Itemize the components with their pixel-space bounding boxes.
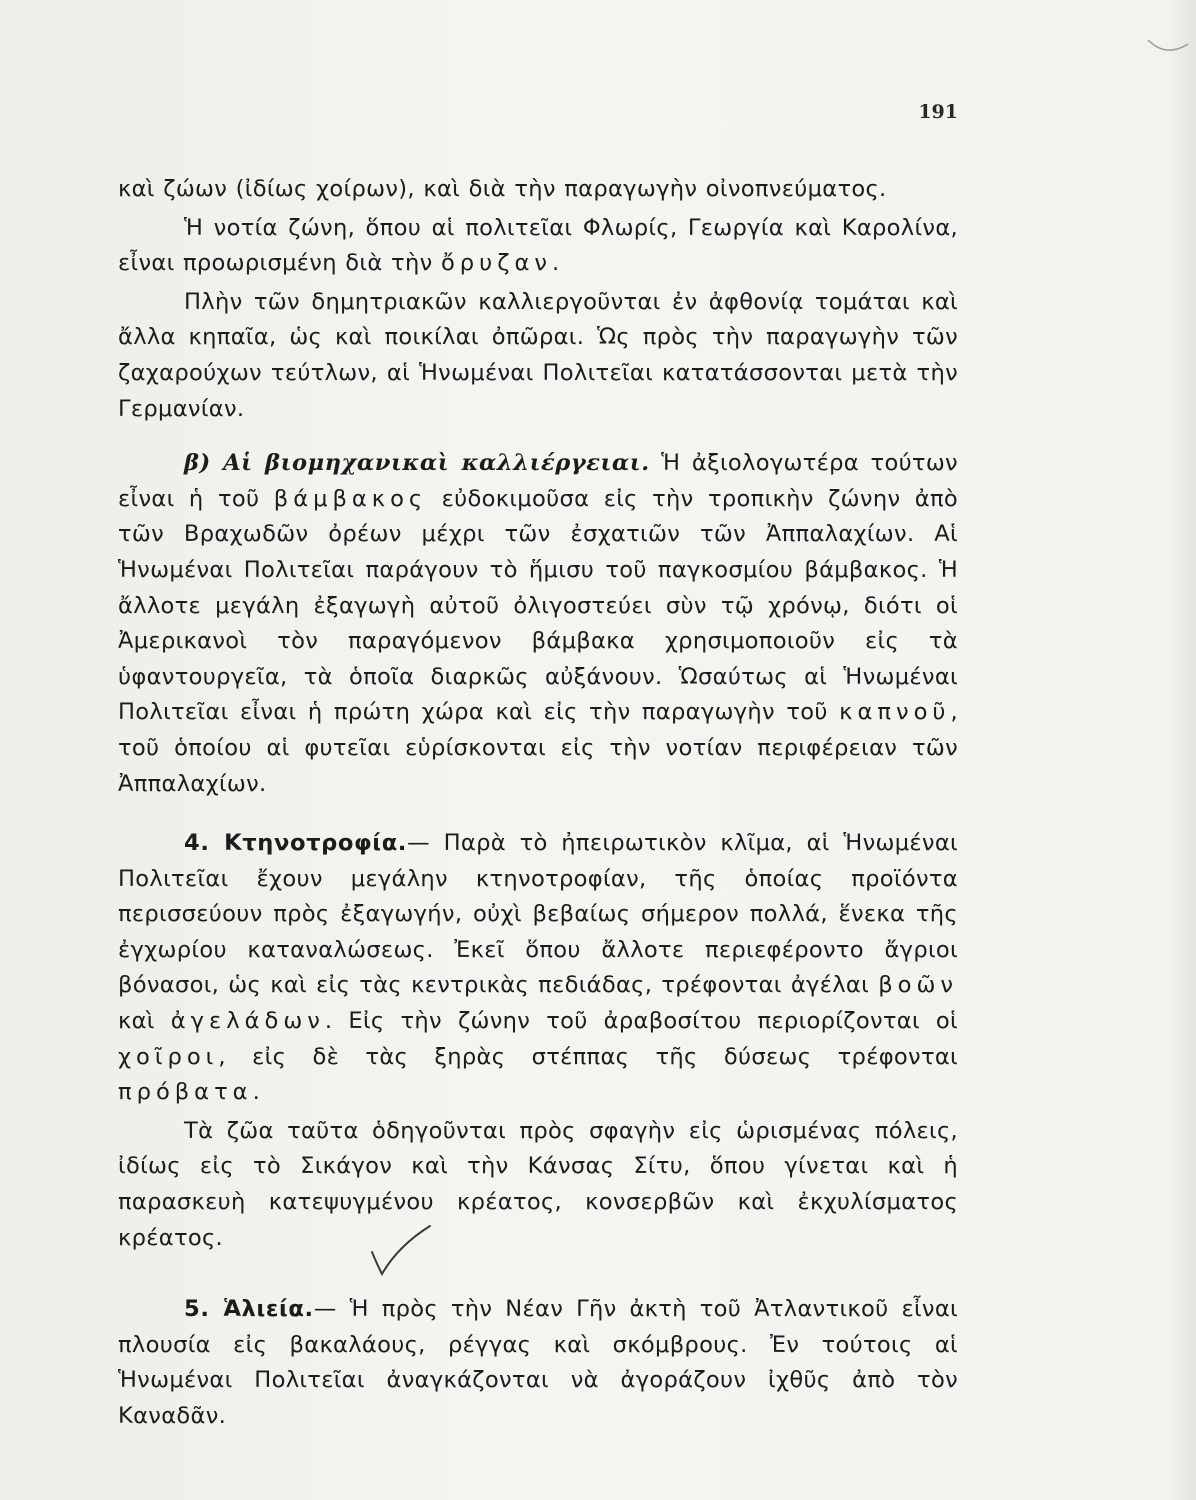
emphasized-term-cows: ἀγελάδων xyxy=(170,1008,325,1035)
emphasized-term-cotton: βάμβακος xyxy=(273,485,428,512)
body-text xyxy=(118,172,958,1435)
handwritten-checkmark xyxy=(368,1222,438,1282)
emphasized-term-rice: ὄρυζαν xyxy=(440,250,553,277)
emphasized-term-tobacco: καπνοῦ xyxy=(839,699,951,726)
section-heading-industrial-crops: β) Αἱ βιομηχανικαὶ καλλιέργειαι. xyxy=(184,450,650,477)
paragraph-text: — Παρὰ τὸ ἠπειρωτικὸν κλῖμα, αἱ Ἡνωμέναι Πολιτεῖαι ἔχουν μεγάλην κτηνοτροφίαν, τῆς ὁποίας προϊόντα περισσεύουν πρὸς ἐξαγωγήν, οὐχὶ βεβαίως σήμερον πολλά, ἕνεκα τῆς ἐγχωρίου καταναλώσεως. Ἐκεῖ ὅπου ἄλλοτε περιεφέροντο ἄγριοι βόνασοι, ὡς καὶ εἰς τὰς κεντρικὰς πεδιάδας, τρέφονται ἀγέλαι xyxy=(118,830,958,999)
emphasized-term-sheep: πρόβατα xyxy=(118,1079,253,1106)
page-number: 191 xyxy=(918,101,958,123)
paragraph-text: . Εἰς τὴν ζώνην τοῦ ἀραβοσίτου περιορίζονται οἱ xyxy=(324,1008,958,1035)
paragraph-text: , τοῦ ὁποίου αἱ φυτεῖαι εὑρίσκονται εἰς τὴν νοτίαν περιφέρειαν τῶν Ἀππαλαχίων. xyxy=(118,699,958,797)
paragraph-text: . xyxy=(552,250,560,277)
paragraph-text: , εἰς δὲ τὰς ξηρὰς στέππας τῆς δύσεως τρέφονται xyxy=(218,1043,958,1070)
paragraph-text: Ἡ νοτία ζώνη, ὅπου αἱ πολιτεῖαι Φλωρίς, Γεωργία καὶ Καρολίνα, εἶναι προωρισμένη διὰ τὴν xyxy=(118,214,958,277)
paragraph-vegetables: Πλὴν τῶν δημητριακῶν καλλιεργοῦνται ἐν ἀφθονίᾳ τομάται καὶ ἄλλα κηπαῖα, ὡς καὶ ποικίλαι ὀπῶραι. Ὡς πρὸς τὴν παραγωγὴν τῶν ζαχαρούχων τεύτλων, αἱ Ἡνωμέναι Πολιτεῖαι κατατάσσονται μετὰ τὴν Γερμανίαν. xyxy=(118,288,958,422)
emphasized-term-oxen: βοῶν xyxy=(878,972,958,999)
paragraph-text: εὐδοκιμοῦσα εἰς τὴν τροπικὴν ζώνην ἀπὸ τῶν Βραχωδῶν ὀρέων μέχρι τῶν ἐσχατιῶν τῶν Ἀππαλαχίων. Αἱ Ἡνωμέναι Πολιτεῖαι παράγουν τὸ ἥμισυ τοῦ παγκοσμίου βάμβακος. Ἡ ἄλλοτε μεγάλη ἐξαγωγὴ αὐτοῦ ὀλιγοστεύει σὺν τῷ χρόνῳ, διότι οἱ Ἀμερικανοὶ τὸν παραγόμενον βάμβακα χρησιμοποιοῦν εἰς τὰ ὑφαντουργεῖα, τὰ ὁποῖα διαρκῶς αὐξάνουν. Ὡσαύτως αἱ Ἡνωμέναι Πολιτεῖαι εἶναι ἡ πρώτη χώρα καὶ εἰς τὴν παραγωγὴν τοῦ xyxy=(118,485,958,726)
emphasized-term-pigs: χοῖροι xyxy=(118,1043,219,1070)
section-fishing xyxy=(118,1292,958,1434)
paragraph-intro-continuation: καὶ ζώων (ἰδίως χοίρων), καὶ διὰ τὴν παραγωγὴν οἰνοπνεύματος. xyxy=(118,176,887,202)
section-industrial-crops xyxy=(118,446,958,802)
paragraph-text: . xyxy=(252,1079,261,1106)
section-heading-fishing: 5. Ἁλιεία. xyxy=(184,1296,314,1323)
page-edge-shadow xyxy=(1166,0,1196,1500)
paragraph-slaughter: Τὰ ζῶα ταῦτα ὁδηγοῦνται πρὸς σφαγὴν εἰς ὡρισμένας πόλεις, ἰδίως εἰς τὸ Σικάγον καὶ τὴν Κάνσας Σίτυ, ὅπου γίνεται καὶ ἡ παρασκευὴ κατεψυγμένου κρέατος, κονσερβῶν καὶ ἐκχυλίσματος κρέατος. xyxy=(118,1117,958,1251)
page-corner-mark xyxy=(1126,0,1196,60)
paragraph-southern-zone xyxy=(118,211,958,282)
section-heading-livestock: 4. Κτηνοτροφία. xyxy=(184,830,407,857)
paragraph-text: — Ἡ πρὸς τὴν Νέαν Γῆν ἀκτὴ τοῦ Ἀτλαντικοῦ εἶναι πλουσία εἰς βακαλάους, ρέγγας καὶ σκόμβρους. Ἐν τούτοις αἱ Ἡνωμέναι Πολιτεῖαι ἀναγκάζονται νὰ ἀγοράζουν ἰχθῦς ἀπὸ τὸν Καναδᾶν. xyxy=(118,1296,958,1429)
paragraph-text: καὶ xyxy=(118,1008,171,1035)
section-livestock xyxy=(118,826,958,1111)
paragraph-text: Ἡ ἀξιολογωτέρα τούτων εἶναι ἡ τοῦ xyxy=(118,450,958,512)
